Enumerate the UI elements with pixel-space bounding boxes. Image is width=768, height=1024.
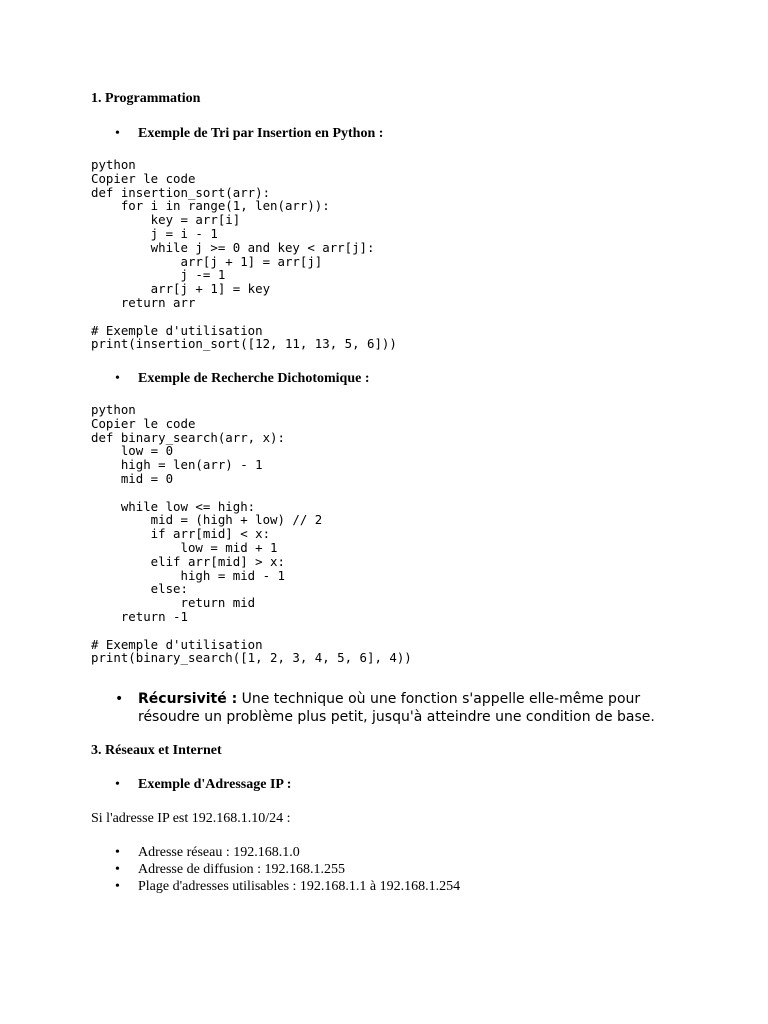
bullet-icon: •	[115, 691, 124, 707]
bullet-icon: •	[115, 879, 120, 894]
bullet-icon: •	[115, 126, 120, 141]
recursion-description: Une technique où une fonction s'appelle elle-même pour résoudre un problème plus petit, jusqu'à atteindre une condition de base.	[138, 691, 655, 725]
bullet-icon: •	[115, 862, 120, 877]
section-title-reseaux: 3. Réseaux et Internet	[91, 743, 222, 758]
bullet-recursion	[115, 690, 675, 726]
code-block-binary-search: python Copier le code def binary_search(arr, x): low = 0 high = len(arr) - 1 mid = 0 while low <= high: mid = (high + low) // 2 if arr[mid] < x: low = mid + 1 elif arr[mid] > x: high = mid - 1 else: return mid return -1 # Exemple d'utilisation print(binary_search([1, 2, 3, 4, 5, 6], 4))	[91, 402, 412, 666]
recursion-term: Récursivité :	[138, 691, 238, 707]
section-title-programmation: 1. Programmation	[91, 91, 201, 106]
list-item-text: Plage d'adresses utilisables : 192.168.1.1 à 192.168.1.254	[138, 879, 461, 894]
bullet-label: Exemple de Recherche Dichotomique :	[138, 371, 370, 386]
bullet-label: Exemple de Tri par Insertion en Python :	[138, 126, 384, 141]
code-block-insertion-sort: python Copier le code def insertion_sort(arr): for i in range(1, len(arr)): key = arr[i] j = i - 1 while j >= 0 and key < arr[j]: arr[j + 1] = arr[j] j -= 1 arr[j + 1] = key return arr # Exemple d'utilisation print(insertion_sort([12, 11, 13, 5, 6]))	[91, 157, 397, 352]
list-item	[115, 844, 460, 861]
bullet-label: Exemple d'Adressage IP :	[138, 777, 292, 792]
bullet-icon: •	[115, 845, 120, 860]
bullet-icon: •	[115, 777, 120, 792]
list-item	[115, 878, 460, 895]
ip-details-list	[115, 844, 460, 895]
list-item	[115, 861, 460, 878]
ip-intro-paragraph: Si l'adresse IP est 192.168.1.10/24 :	[91, 811, 291, 826]
recursion-text	[138, 690, 675, 726]
list-item-text: Adresse de diffusion : 192.168.1.255	[138, 862, 345, 877]
list-item-text: Adresse réseau : 192.168.1.0	[138, 845, 300, 860]
bullet-icon: •	[115, 371, 120, 386]
